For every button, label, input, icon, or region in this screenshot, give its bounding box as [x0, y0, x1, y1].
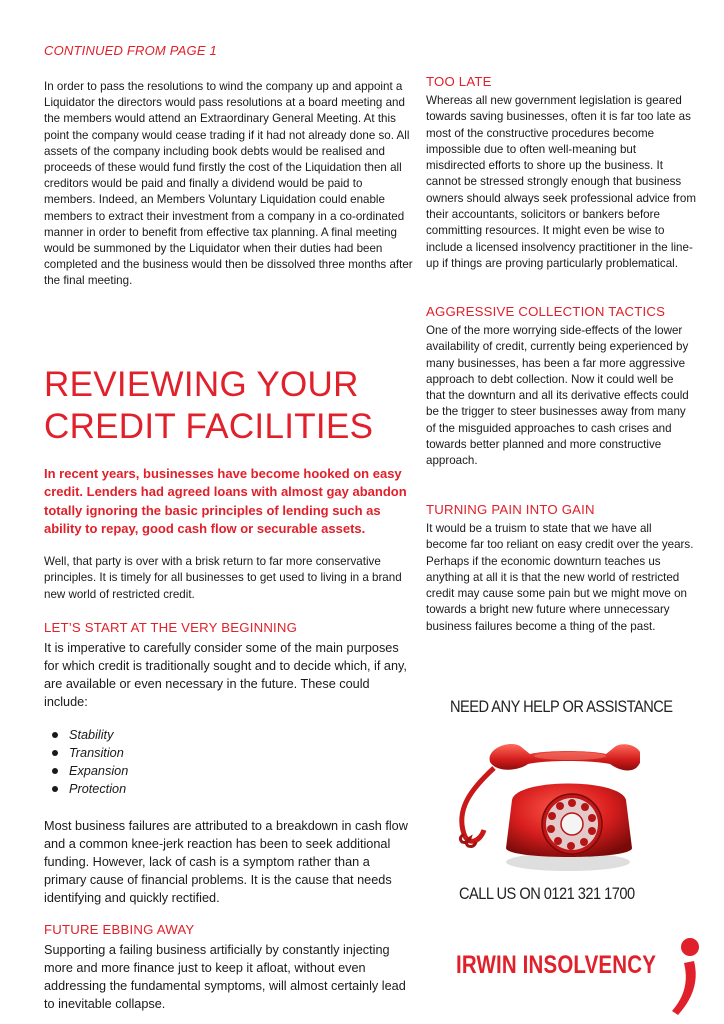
list-item: Transition	[52, 744, 128, 762]
section-heading-turning: TURNING PAIN INTO GAIN	[426, 502, 595, 517]
irwin-logo-mark-icon	[668, 937, 704, 1017]
bullet-icon	[52, 786, 58, 792]
section-body-turning: It would be a truism to state that we have all become far too reliant on easy credit over the years. Perhaps if the economic downturn teaches us anything at all it is that the new world of restricted credit may cause some pain but we might move on towards a bright new future where unnecessary business failures become a thing of the past.	[426, 522, 694, 633]
section-heading-too-late: TOO LATE	[426, 74, 492, 89]
list-item: Stability	[52, 726, 128, 744]
ad-help-text: NEED ANY HELP OR ASSISTANCE	[450, 697, 673, 716]
bullet-icon	[52, 768, 58, 774]
section-heading-aggressive: AGGRESSIVE COLLECTION TACTICS	[426, 304, 666, 319]
ad-call-text: CALL US ON 0121 321 1700	[459, 884, 635, 903]
section-body-ebbing: Supporting a failing business artificially by constantly injecting more and more finance just to keep it afloat, without even addressing the fundamental symptoms, will almost certainly lead to inevitable collapse.	[44, 943, 406, 1011]
article-title	[44, 364, 424, 448]
section-body-aggressive: One of the more worrying side-effects of the lower availability of credit, currently being experienced by many businesses, has been a far more aggressive approach to debt collection. Now it could well be that the downturn and all its derivative effects could be the trigger to steer businesses away from many of the misguided approaches to cash crises and towards better planned and more constructive approach.	[426, 324, 689, 468]
lead-paragraph: In recent years, businesses have become hooked on easy credit. Lenders had agreed loans with almost gay abandon totally ignoring the basic principles of lending such as ability to repay, good cash flow or securable assets.	[44, 466, 407, 537]
purpose-list	[52, 726, 128, 798]
section-body-start: It is imperative to carefully consider some of the main purposes for which credit is traditionally sought and to decide which, if any, are available or even necessary in the future. These could include:	[44, 641, 407, 709]
list-item: Expansion	[52, 762, 128, 780]
continued-from-label: CONTINUED FROM PAGE 1	[44, 43, 217, 58]
list-item: Protection	[52, 780, 128, 798]
brand-name: IRWIN INSOLVENCY	[456, 951, 657, 979]
well-paragraph: Well, that party is over with a brisk return to far more conservative principles. It is timely for all businesses to get used to living in a brand new world of restricted credit.	[44, 555, 402, 601]
section-body-too-late: Whereas all new government legislation is geared towards saving businesses, often it is far too late as most of the constructive procedures become impossible due to often well-meaning but misdirected efforts to shore up the business. It cannot be stressed strongly enough that business owners should always seek professional advice from their accountants, solicitors or bankers before committing resources. It might even be wise to include a licensed insolvency practitioner in the line-up if things are proving particularly problematical.	[426, 94, 697, 270]
bullet-icon	[52, 750, 58, 756]
section-heading-ebbing: FUTURE EBBING AWAY	[44, 922, 195, 937]
bullet-icon	[52, 732, 58, 738]
failures-paragraph: Most business failures are attributed to a breakdown in cash flow and a common knee-jerk reaction has been to seek additional funding. However, lack of cash is a symptom rather than a primary cause of financial problems. It is the cause that needs identifying and quickly rectified.	[44, 819, 408, 905]
intro-paragraph: In order to pass the resolutions to wind the company up and appoint a Liquidator the directors would pass resolutions at a board meeting and the members would attend an Extraordinary General Meeting. At this point the company would cease trading if it had not already done so. All assets of the company including book debts would be realised and proceeds of these would fund firstly the cost of the Liquidation then all creditors would be paid and finally a dividend would be paid to members. Indeed, an Members Voluntary Liquidation could enable members to extract their investment from a company in a co-ordinated manner in order to benefit from effective tax planning. A final meeting would be summoned by the Liquidator when their duties had been completed and the business would then be dissolved three months after the final meeting.	[44, 80, 413, 288]
section-heading-start: LET’S START AT THE VERY BEGINNING	[44, 620, 298, 635]
red-rotary-telephone-icon	[450, 730, 640, 875]
article-title-line-1: REVIEWING YOUR	[44, 365, 359, 404]
article-title-line-2: CREDIT FACILITIES	[44, 407, 374, 446]
